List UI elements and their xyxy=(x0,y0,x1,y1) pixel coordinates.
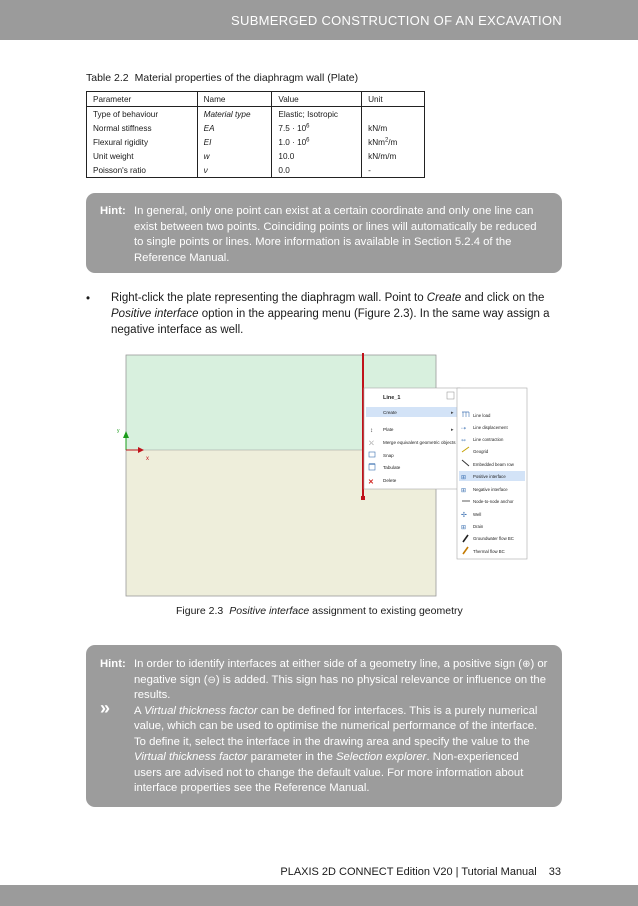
page-number: 33 xyxy=(548,866,561,878)
submenu-thermal-flow-bc[interactable]: Thermal flow BC xyxy=(473,549,505,554)
plus-sign-icon: ⊕ xyxy=(522,659,531,670)
y-axis-label: y xyxy=(117,428,120,434)
figure-caption-emphasis: Positive interface xyxy=(229,605,310,617)
menu-item-create[interactable]: Create xyxy=(383,410,397,415)
cell-parameter: Type of behaviour xyxy=(87,107,198,122)
col-header-name: Name xyxy=(197,92,272,107)
copy-icon[interactable] xyxy=(447,392,454,399)
col-header-value: Value xyxy=(272,92,362,107)
cell-value: $1.0 \cdot 10^6$ xyxy=(272,135,362,149)
submenu-arrow-icon: ▸ xyxy=(451,427,454,433)
delete-icon: ✕ xyxy=(368,479,374,486)
header-bar xyxy=(0,0,638,40)
submenu-arrow-icon: ▸ xyxy=(451,410,454,416)
context-menu-line xyxy=(364,388,460,489)
cell-unit: kN/m/m xyxy=(362,149,425,163)
menu-item-merge[interactable]: Merge equivalent geometric objects xyxy=(383,440,456,445)
cell-name: w xyxy=(197,149,272,163)
context-menu-title: Line_1 xyxy=(383,395,401,401)
line-displacement-icon: ⇢ xyxy=(461,426,467,432)
cell-value: 0.0 xyxy=(272,163,362,178)
cell-unit xyxy=(362,107,425,122)
cell-name: Material type xyxy=(197,107,272,122)
bullet-marker: • xyxy=(86,293,91,305)
menu-item-create-highlight[interactable] xyxy=(366,407,458,417)
x-axis-label: x xyxy=(146,456,149,462)
material-properties-table xyxy=(86,91,425,178)
tabulate-icon xyxy=(369,464,375,470)
cell-parameter: Poisson's ratio xyxy=(87,163,198,178)
table-header-row xyxy=(87,92,425,107)
figure-caption-text: assignment to existing geometry xyxy=(309,605,463,617)
minus-sign-icon: ⊖ xyxy=(207,674,216,686)
table-row xyxy=(87,163,425,178)
wall-end-point[interactable] xyxy=(361,496,365,500)
hint-box-coinciding xyxy=(86,193,562,273)
footer-bar xyxy=(0,885,638,906)
submenu-geogrid[interactable]: Geogrid xyxy=(473,449,489,454)
menu-item-plate[interactable]: Plate xyxy=(383,427,394,432)
cell-value: $7.5 \cdot 10^6$ xyxy=(272,121,362,135)
cell-name: EA xyxy=(197,121,272,135)
col-header-parameter: Parameter xyxy=(87,92,198,107)
table-caption-text: Material properties of the diaphragm wall (Plate) xyxy=(134,72,359,84)
hint-text: In general, only one point can exist at a certain coordinate and only one line can exist between two points. Coinciding points or lines will automatically be reduced to single points or lines. More information is available in Section 5.2.4 of the Reference Manual. xyxy=(134,205,537,264)
cell-unit: kN/m xyxy=(362,121,425,135)
submenu-line-displacement[interactable]: Line displacement xyxy=(473,425,508,430)
cell-parameter: Normal stiffness xyxy=(87,121,198,135)
menu-item-delete[interactable]: Delete xyxy=(383,478,397,483)
well-icon: ✢ xyxy=(461,512,467,519)
hint-label: Hint: xyxy=(100,658,126,670)
cell-value: 10.0 xyxy=(272,149,362,163)
submenu-create xyxy=(457,388,527,559)
drain-icon: ⊞ xyxy=(461,525,467,531)
figure-geometry-context-menu xyxy=(117,350,535,600)
submenu-positive-interface[interactable]: Positive interface xyxy=(473,474,506,479)
hint-box-interfaces xyxy=(86,645,562,807)
cell-name: EI xyxy=(197,135,272,149)
submenu-well[interactable]: Well xyxy=(473,512,482,517)
footer-title: PLAXIS 2D CONNECT Edition V20 | Tutorial Manual xyxy=(280,866,537,878)
cell-value: Elastic; Isotropic xyxy=(272,107,362,122)
menu-item-snap[interactable]: Snap xyxy=(383,453,394,458)
submenu-drain[interactable]: Drain xyxy=(473,524,484,529)
plate-icon: ↕ xyxy=(370,428,373,434)
line-contraction-icon: ⇿ xyxy=(461,438,467,444)
merge-icon: ⤬ xyxy=(369,441,374,447)
figure-caption xyxy=(176,605,463,617)
table-row xyxy=(87,135,425,149)
page-footer xyxy=(280,866,561,878)
submenu-negative-interface[interactable]: Negative interface xyxy=(473,487,508,492)
cell-parameter: Unit weight xyxy=(87,149,198,163)
hint-label: Hint: xyxy=(100,205,126,217)
submenu-node-to-node-anchor[interactable]: Node-to-node anchor xyxy=(473,499,514,504)
positive-interface-icon: ⊞ xyxy=(461,475,467,481)
submenu-line-contraction[interactable]: Line contraction xyxy=(473,437,504,442)
table-row xyxy=(87,149,425,163)
table-caption xyxy=(86,72,358,84)
table-row xyxy=(87,121,425,135)
instruction-step: Right-click the plate representing the diaphragm wall. Point to Create and click on the Positive interface option in the appearing menu (Figure 2.3). In the same way assign a negative interface as well. xyxy=(111,292,550,336)
figure-number: Figure 2.3 xyxy=(176,605,224,617)
cell-unit: kNm$^2$/m xyxy=(362,135,425,149)
geometry-canvas xyxy=(117,350,535,600)
menu-item-tabulate[interactable]: Tabulate xyxy=(383,465,401,470)
running-header-title: SUBMERGED CONSTRUCTION OF AN EXCAVATION xyxy=(231,13,562,28)
submenu-groundwater-flow-bc[interactable]: Groundwater flow BC xyxy=(473,536,514,541)
cell-parameter: Flexural rigidity xyxy=(87,135,198,149)
col-header-unit: Unit xyxy=(362,92,425,107)
cell-unit: - xyxy=(362,163,425,178)
table-row xyxy=(87,107,425,122)
cell-name: ν xyxy=(197,163,272,178)
submenu-embedded-beam-row[interactable]: Embedded beam row xyxy=(473,462,514,467)
submenu-line-load[interactable]: Line load xyxy=(473,413,491,418)
chevron-icon: » xyxy=(100,698,111,718)
negative-interface-icon: ⊞ xyxy=(461,488,467,494)
table-number: Table 2.2 xyxy=(86,72,129,84)
hint-text: In order to identify interfaces at either side of a geometry line, a positive sign (⊕) or negative sign (⊖) is added. This sign has no physical relevance or influence on the results. A Virtual thickness factor can be defined for interfaces. This is a purely numerical value, which can be used to optimise the numerical performance of the interface. To define it, select the interface in the drawing area and specify the value to the Virtual thickness factor parameter in the Selection explorer. Non-experienced users are advised not to change the default value. For more information about interface properties see the Reference Manual. xyxy=(134,658,548,794)
